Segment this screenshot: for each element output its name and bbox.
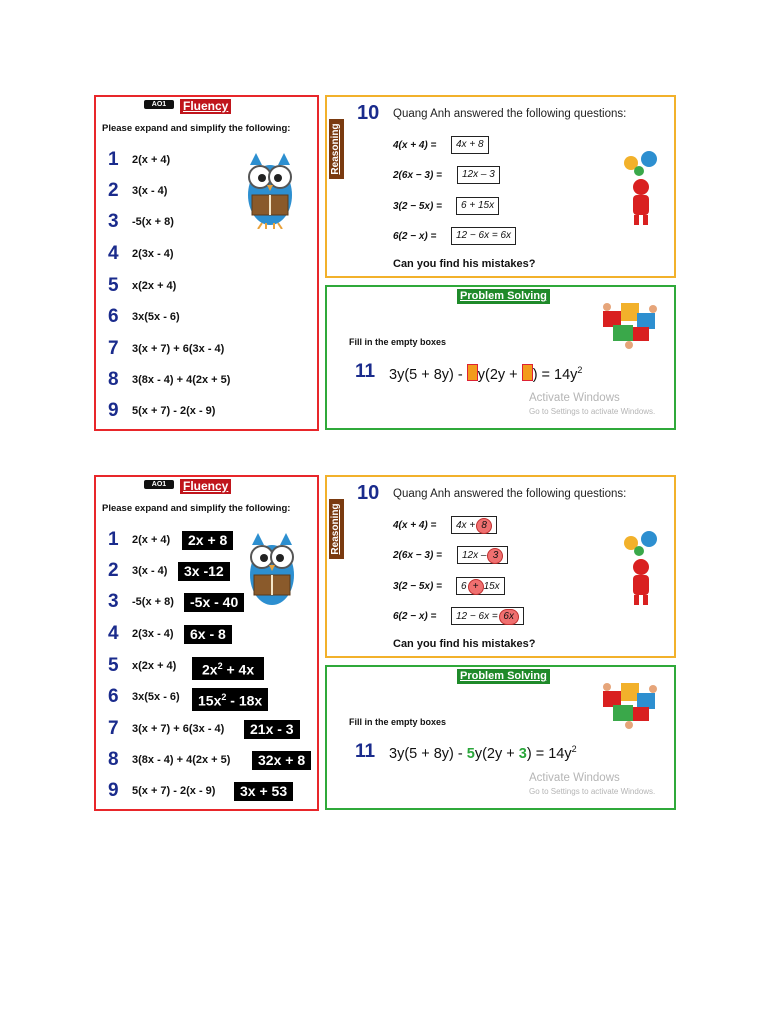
answer-box: 32x + 8 <box>252 751 311 770</box>
answer-part: 12x – <box>462 550 487 561</box>
question-11-number: 11 <box>355 741 376 762</box>
filled-answer: 5 <box>466 745 475 762</box>
fluency-title: Fluency <box>180 99 231 114</box>
answer-part: + 4x <box>222 661 255 678</box>
question-number: 3 <box>108 211 119 232</box>
reasoning-prompt: Can you find his mistakes? <box>393 638 536 650</box>
question-6 <box>96 686 316 710</box>
answer-box <box>192 688 268 711</box>
question-9 <box>96 400 316 424</box>
answer-part: 2x <box>202 661 218 678</box>
answer-part: - 18x <box>226 692 263 709</box>
reasoning-panel-top <box>325 95 676 278</box>
reasoning-question: 3(2 − 5x) = <box>393 581 442 592</box>
question-number: 6 <box>108 686 119 707</box>
question-expression: 3(8x - 4) + 4(2x + 5) <box>132 374 231 386</box>
question-expression: 5(x + 7) - 2(x - 9) <box>132 405 216 417</box>
question-10-number: 10 <box>357 102 380 124</box>
reasoning-answer-box: 6 + 15x <box>456 197 499 215</box>
reasoning-answer-box: 4x + 8 <box>451 136 489 154</box>
reasoning-question: 6(2 − x) = <box>393 611 437 622</box>
ao1-badge: AO1 <box>144 100 174 109</box>
question-expression: 5(x + 7) - 2(x - 9) <box>132 785 216 797</box>
problem-instruction: Fill in the empty boxes <box>349 717 447 727</box>
answer-part: 15x <box>198 692 222 709</box>
reasoning-question: 3(2 − 5x) = <box>393 201 442 212</box>
fluency-instruction: Please expand and simplify the following: <box>102 503 291 514</box>
equation-exponent: 2 <box>577 365 583 376</box>
answer-exponent: 2 <box>217 661 223 671</box>
question-number: 9 <box>108 400 119 421</box>
question-number: 7 <box>108 338 119 359</box>
answer-box: 21x - 3 <box>244 720 300 739</box>
question-number: 1 <box>108 149 119 170</box>
watermark-subtitle: Go to Settings to activate Windows. <box>529 787 656 796</box>
reasoning-question: 6(2 − x) = <box>393 231 437 242</box>
owl-reading-icon <box>244 151 296 229</box>
reasoning-answer-box <box>456 577 505 595</box>
question-expression: 2(x + 4) <box>132 534 171 546</box>
question-7 <box>96 338 316 362</box>
ao1-badge: AO1 <box>144 480 174 489</box>
question-6 <box>96 306 316 330</box>
question-expression: -5(x + 8) <box>132 216 174 228</box>
question-number: 2 <box>108 180 119 201</box>
question-number: 4 <box>108 243 119 264</box>
answer-box: 3x + 53 <box>234 782 293 801</box>
question-10-text: Quang Anh answered the following questions: <box>393 488 627 500</box>
problem-panel-top <box>325 285 676 430</box>
equation-part: y(2y + <box>474 745 519 762</box>
reasoning-prompt: Can you find his mistakes? <box>393 258 536 270</box>
fluency-panel-top <box>94 95 319 431</box>
reasoning-panel-answers <box>325 475 676 658</box>
question-8 <box>96 749 316 773</box>
question-7 <box>96 718 316 742</box>
question-8 <box>96 369 316 393</box>
owl-reading-icon <box>246 531 298 609</box>
question-number: 6 <box>108 306 119 327</box>
reasoning-answer-box <box>451 516 497 534</box>
problem-instruction: Fill in the empty boxes <box>349 337 447 347</box>
answer-box: 3x -12 <box>178 562 230 581</box>
fluency-instruction: Please expand and simplify the following: <box>102 123 291 134</box>
watermark-title: Activate Windows <box>529 392 620 404</box>
question-4 <box>96 623 316 647</box>
reasoning-tab <box>329 119 344 179</box>
answer-part: 15x <box>483 581 500 592</box>
reasoning-answer-box <box>457 546 508 564</box>
problem-equation <box>389 364 582 383</box>
thinking-figure-icon <box>619 149 667 227</box>
answer-part: 4x + <box>456 520 476 531</box>
watermark-subtitle: Go to Settings to activate Windows. <box>529 407 656 416</box>
activate-windows-watermark <box>529 771 655 799</box>
fluency-panel-answers <box>94 475 319 811</box>
fluency-title: Fluency <box>180 479 231 494</box>
question-number: 5 <box>108 275 119 296</box>
reasoning-answer-box <box>451 607 524 625</box>
answer-box: -5x - 40 <box>184 593 244 612</box>
puzzle-team-icon <box>599 297 661 351</box>
equation-part: ) = 14y <box>532 367 578 383</box>
answer-box: 2x + 8 <box>182 531 233 550</box>
problem-solving-title: Problem Solving <box>457 289 550 304</box>
question-expression: 2(x + 4) <box>132 154 171 166</box>
answer-part: 6 <box>461 581 467 592</box>
answer-exponent: 2 <box>221 692 227 702</box>
answer-box <box>192 657 264 680</box>
reasoning-tab-label: Reasoning <box>330 503 341 555</box>
reasoning-question: 2(6x − 3) = <box>393 170 442 181</box>
question-expression: x(2x + 4) <box>132 280 177 292</box>
reasoning-tab <box>329 499 344 559</box>
question-expression: 3(x + 7) + 6(3x - 4) <box>132 343 225 355</box>
question-expression: x(2x + 4) <box>132 660 177 672</box>
empty-box <box>467 364 478 381</box>
question-expression: 2(3x - 4) <box>132 628 174 640</box>
reasoning-answer-box: 12x – 3 <box>457 166 500 184</box>
mistake-marker: 3 <box>487 548 503 564</box>
reasoning-question: 4(x + 4) = <box>393 140 437 151</box>
answer-box: 6x - 8 <box>184 625 232 644</box>
problem-solving-title: Problem Solving <box>457 669 550 684</box>
thinking-figure-icon <box>619 529 667 607</box>
equation-exponent: 2 <box>571 744 577 754</box>
problem-equation <box>389 744 577 762</box>
question-4 <box>96 243 316 267</box>
question-expression: 3x(5x - 6) <box>132 311 180 323</box>
question-10-number: 10 <box>357 482 380 504</box>
question-number: 2 <box>108 560 119 581</box>
question-11-number: 11 <box>355 361 376 382</box>
equation-part: 3y(5 + 8y) - <box>389 745 467 762</box>
puzzle-team-icon <box>599 677 661 731</box>
question-number: 3 <box>108 591 119 612</box>
equation-part: 3y(5 + 8y) - <box>389 367 467 383</box>
answer-part: 12 − 6x = <box>456 611 498 622</box>
mistake-marker: + <box>468 579 484 595</box>
mistake-marker: 6x <box>499 609 519 625</box>
mistake-marker: 8 <box>476 518 492 534</box>
question-expression: 3x(5x - 6) <box>132 691 180 703</box>
question-number: 7 <box>108 718 119 739</box>
reasoning-answer-box: 12 − 6x = 6x <box>451 227 516 245</box>
question-number: 8 <box>108 749 119 770</box>
question-expression: 3(x + 7) + 6(3x - 4) <box>132 723 225 735</box>
question-number: 1 <box>108 529 119 550</box>
problem-panel-answers <box>325 665 676 810</box>
activate-windows-watermark <box>529 391 655 419</box>
empty-box <box>522 364 533 381</box>
question-9 <box>96 780 316 804</box>
reasoning-question: 2(6x − 3) = <box>393 550 442 561</box>
filled-answer: 3 <box>518 745 527 762</box>
question-10-text: Quang Anh answered the following questions: <box>393 108 627 120</box>
reasoning-question: 4(x + 4) = <box>393 520 437 531</box>
question-number: 5 <box>108 655 119 676</box>
equation-part: y(2y + <box>477 367 522 383</box>
question-number: 4 <box>108 623 119 644</box>
question-expression: 3(8x - 4) + 4(2x + 5) <box>132 754 231 766</box>
question-5 <box>96 275 316 299</box>
question-expression: 3(x - 4) <box>132 185 168 197</box>
question-number: 9 <box>108 780 119 801</box>
question-5 <box>96 655 316 679</box>
question-expression: -5(x + 8) <box>132 596 174 608</box>
reasoning-tab-label: Reasoning <box>330 123 341 175</box>
question-number: 8 <box>108 369 119 390</box>
watermark-title: Activate Windows <box>529 772 620 784</box>
equation-part: ) = 14y <box>526 745 572 762</box>
question-expression: 3(x - 4) <box>132 565 168 577</box>
question-expression: 2(3x - 4) <box>132 248 174 260</box>
